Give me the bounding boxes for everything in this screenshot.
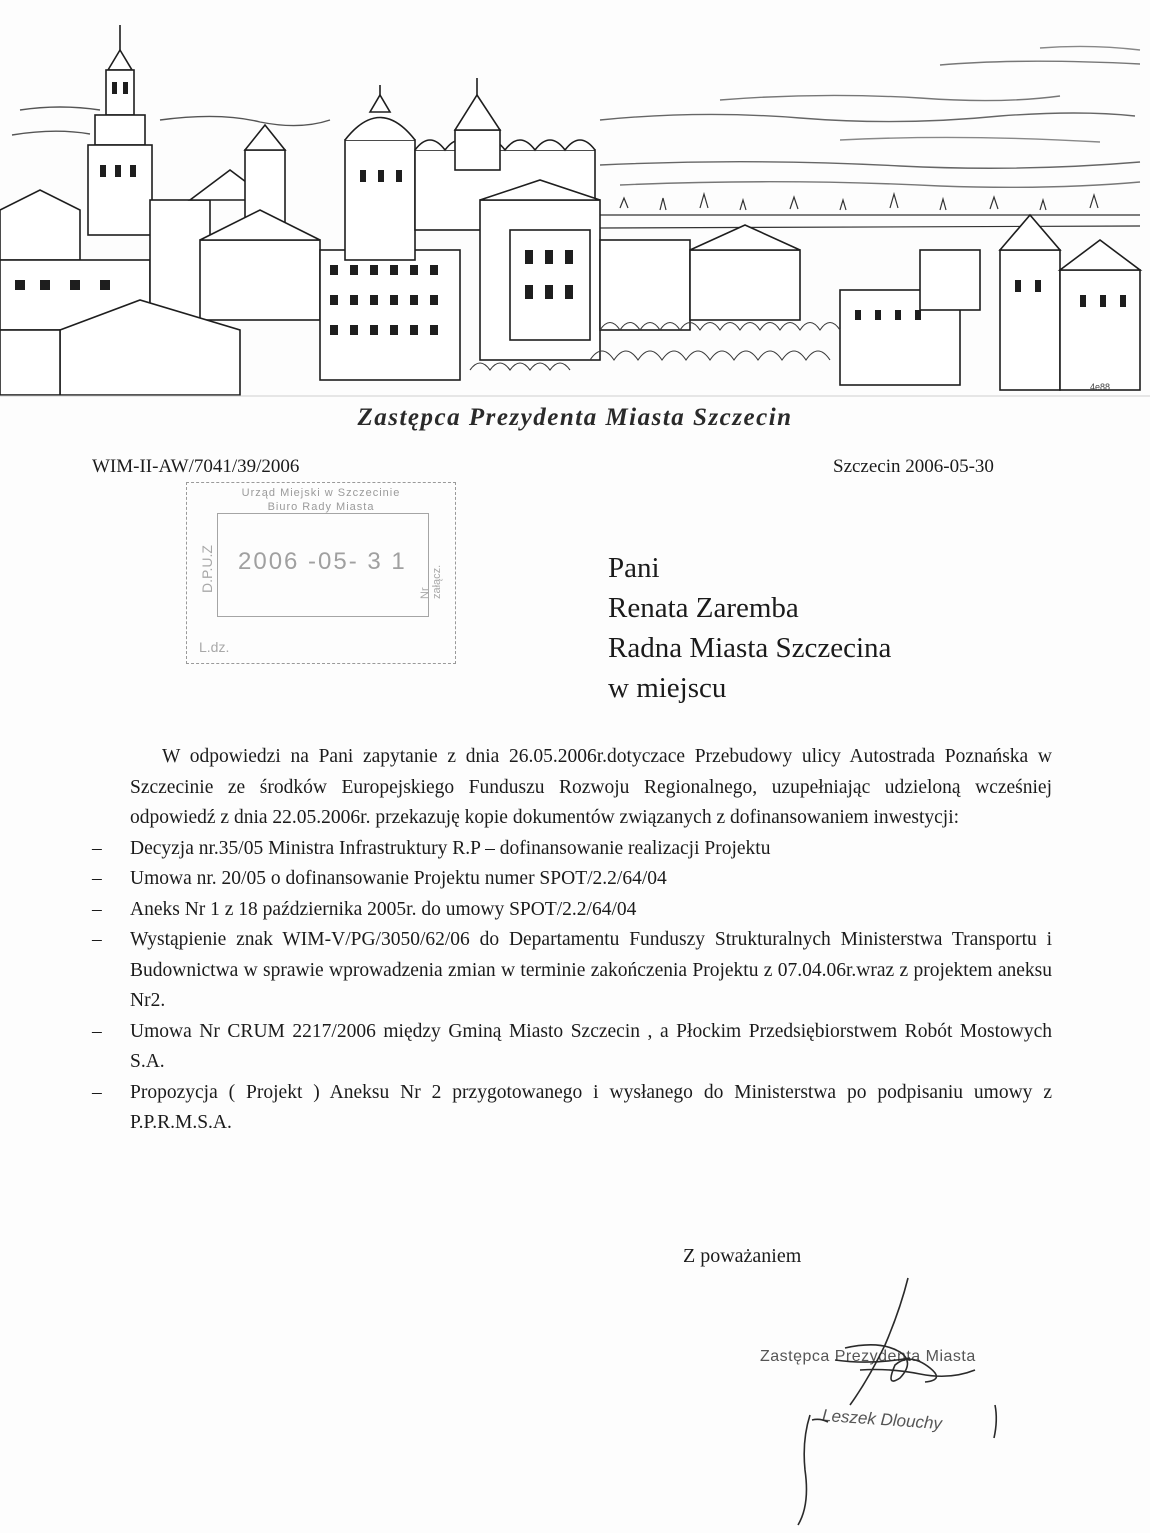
- stamp-left-label: D.P.U.Z: [198, 545, 215, 593]
- place-and-date: Szczecin 2006-05-30: [833, 456, 994, 477]
- stamp-right-label: Nr załącz.: [419, 564, 443, 599]
- closing-phrase: Z poważaniem: [683, 1245, 802, 1267]
- list-item: – Decyzja nr.35/05 Ministra Infrastruktury R.P – dofinansowanie realizacji Projektu: [130, 834, 1052, 865]
- stamp-ldz-label: L.dz.: [199, 639, 230, 655]
- addressee-block: [608, 548, 891, 708]
- signature-block: [750, 1270, 1080, 1530]
- signature-stamp-name: Leszek Dlouchy: [821, 1405, 943, 1434]
- document-list: [92, 834, 1052, 1139]
- stamp-date: 2006 -05- 3 1: [238, 548, 407, 575]
- letter-body: [92, 742, 1052, 1139]
- stamp-office-unit: Biuro Rady Miasta: [267, 501, 375, 513]
- stamp-date-box: [217, 513, 429, 617]
- registry-stamp: [186, 482, 456, 664]
- artist-mark: 4e88: [1090, 382, 1111, 392]
- addressee-salutation: Pani: [608, 552, 660, 584]
- signature-stamp-title: Zastępca Prezydenta Miasta: [760, 1348, 976, 1365]
- list-bullet: –: [92, 1020, 102, 1042]
- list-bullet: –: [92, 837, 102, 859]
- list-item: – Aneks Nr 1 z 18 października 2005r. do umowy SPOT/2.2/64/04: [130, 895, 1052, 926]
- reference-number: WIM-II-AW/7041/39/2006: [92, 456, 300, 477]
- addressee-location: w miejscu: [608, 672, 727, 704]
- handwritten-signature: [750, 1270, 1080, 1530]
- list-bullet: –: [92, 898, 102, 920]
- list-item: – Propozycja ( Projekt ) Aneksu Nr 2 przygotowanego i wysłanego do Ministerstwa po podpisaniu umowy z P.P.R.M.S.A.: [130, 1078, 1052, 1139]
- addressee-name: Renata Zaremba: [608, 592, 799, 624]
- intro-paragraph: W odpowiedzi na Pani zapytanie z dnia 26.05.2006r.dotyczace Przebudowy ulicy Autostrada Poznańska w Szczecinie ze środków Europejskiego Funduszu Rozwoju Regionalnego, uzupełniając udzieloną wcześniej odpowiedź z dnia 22.05.2006r. przekazuję kopie dokumentów związanych z dofinansowaniem inwestycji:: [130, 746, 1052, 828]
- list-item: – Wystąpienie znak WIM-V/PG/3050/62/06 do Departamentu Funduszy Strukturalnych Ministerstwa Transportu i Budownictwa w sprawie wprowadzenia zmian w terminie zakończenia Projektu z 07.04.06r.wraz z projektem aneksu Nr2.: [130, 925, 1052, 1017]
- list-item: – Umowa Nr CRUM 2217/2006 między Gminą Miasto Szczecin , a Płockim Przedsiębiorstwem Robót Mostowych S.A.: [130, 1017, 1052, 1078]
- szczecin-skyline-illustration: [0, 0, 1150, 400]
- list-bullet: –: [92, 929, 102, 950]
- list-bullet: –: [92, 1081, 102, 1103]
- letterhead-title: Zastępca Prezydenta Miasta Szczecin: [357, 404, 793, 431]
- list-bullet: –: [92, 868, 102, 889]
- addressee-position: Radna Miasta Szczecina: [608, 632, 892, 664]
- list-item: – Umowa nr. 20/05 o dofinansowanie Projektu numer SPOT/2.2/64/04: [130, 864, 1052, 895]
- stamp-office-name: Urząd Miejski w Szczecinie: [241, 487, 401, 499]
